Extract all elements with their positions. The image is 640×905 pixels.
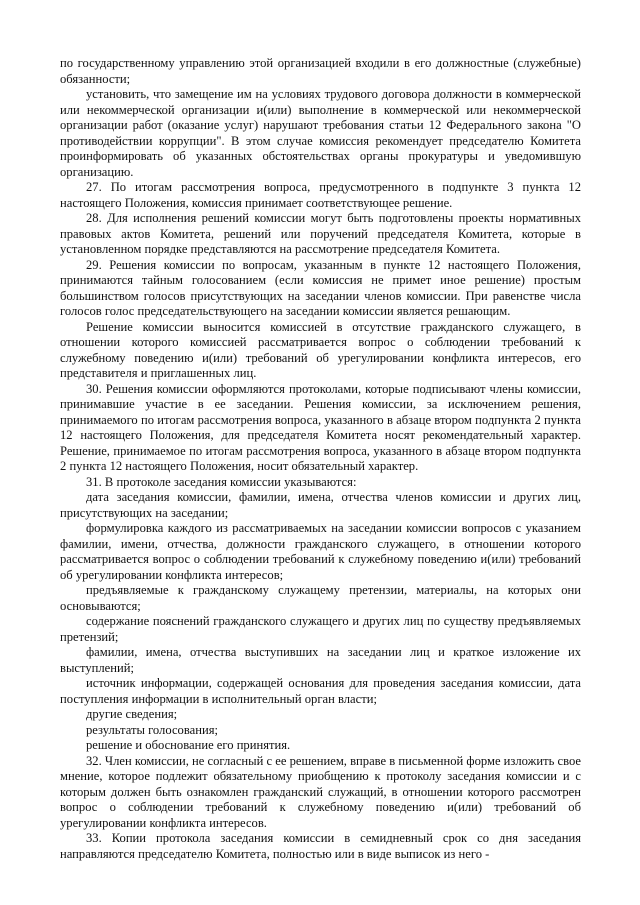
- list-item-speakers: фамилии, имена, отчества выступивших на заседании лиц и краткое изложение их выступлений;: [60, 645, 581, 675]
- paragraph-29-decision: Решение комиссии выносится комиссией в отсутствие гражданского служащего, в отношении которого комиссией рассматривается вопрос о соблюдении требований к служебному поведению и(или) требований об урегулировании конфликта интересов, его представителя и приглашенных лиц.: [60, 319, 581, 380]
- list-item-meeting-date: дата заседания комиссии, фамилии, имена, отчества членов комиссии и других лиц, присутствующих на заседании;: [60, 490, 581, 520]
- list-item-question-wording: формулировка каждого из рассматриваемых на заседании комиссии вопросов с указанием фамилии, имени, отчества, должности гражданского служащего, в отношении которого рассматривается вопрос о соблюдении требований к служебному поведению и(или) требований об урегулировании конфликта интересов;: [60, 521, 581, 582]
- paragraph-29: 29. Решения комиссии по вопросам, указанным в пункте 12 настоящего Положения, принимаются тайным голосованием (если комиссия не примет иное решение) простым большинством голосов присутствующих на заседании членов комиссии. При равенстве числа голосов голос председательствующего на заседании комиссии является решающим.: [60, 257, 581, 318]
- list-item-voting-results: результаты голосования;: [86, 722, 218, 737]
- paragraph-31: 31. В протоколе заседания комиссии указываются:: [86, 474, 357, 489]
- list-item-explanations: содержание пояснений гражданского служащего и других лиц по существу предъявляемых претензий;: [60, 614, 581, 644]
- paragraph-30: 30. Решения комиссии оформляются протоколами, которые подписывают члены комиссии, принимавшие участие в ее заседании. Решения комиссии, за исключением решения, принимаемого по итогам рассмотрения вопроса, указанного в абзаце втором подпункта 2 пункта 12 настоящего Положения, для председателя Комитета носят рекомендательный характер. Решение, принимаемое по итогам рассмотрения вопроса, указанного в абзаце втором подпункта 2 пункта 12 настоящего Положения, носит обязательный характер.: [60, 381, 581, 473]
- list-item-decision-rationale: решение и обоснование его принятия.: [86, 738, 291, 752]
- paragraph-28: 28. Для исполнения решений комиссии могут быть подготовлены проекты нормативных правовых актов Комитета, решений или поручений председателя Комитета, которые в установленном порядке представляются на рассмотрение председателя Комитета.: [60, 211, 581, 256]
- paragraph-continuation: по государственному управлению этой организацией входили в его должностные (служебные) обязанности;: [60, 56, 581, 86]
- list-item-other-info: другие сведения;: [86, 707, 178, 721]
- paragraph-32: 32. Член комиссии, не согласный с ее решением, вправе в письменной форме изложить свое мнение, которое подлежит обязательному приобщению к протоколу заседания комиссии и с которым должен быть ознакомлен гражданский служащий, в отношении которого рассмотрен вопрос о соблюдении требований к служебному поведению и(или) требований об урегулировании конфликта интересов.: [60, 753, 581, 830]
- document-page: [60, 56, 581, 862]
- list-item-information-source: источник информации, содержащей основания для проведения заседания комиссии, дата поступления информации в исполнительный орган власти;: [60, 676, 581, 706]
- paragraph-33: 33. Копии протокола заседания комиссии в семидневный срок со дня заседания направляются председателю Комитета, полностью или в виде выписок из него -: [60, 831, 581, 861]
- paragraph-recommendation: установить, что замещение им на условиях трудового договора должности в коммерческой или некоммерческой организации и(или) выполнение в коммерческой или некоммерческой организации работ (оказание услуг) нарушают требования статьи 12 Федерального закона "О противодействии коррупции". В этом случае комиссия рекомендует председателю Комитета проинформировать об указанных обстоятельствах органы прокуратуры и уведомившую организацию.: [60, 87, 581, 179]
- list-item-claims: предъявляемые к гражданскому служащему претензии, материалы, на которых они основываются;: [60, 583, 581, 613]
- paragraph-27: 27. По итогам рассмотрения вопроса, предусмотренного в подпункте 3 пункта 12 настоящего Положения, комиссия принимает соответствующее решение.: [60, 180, 581, 210]
